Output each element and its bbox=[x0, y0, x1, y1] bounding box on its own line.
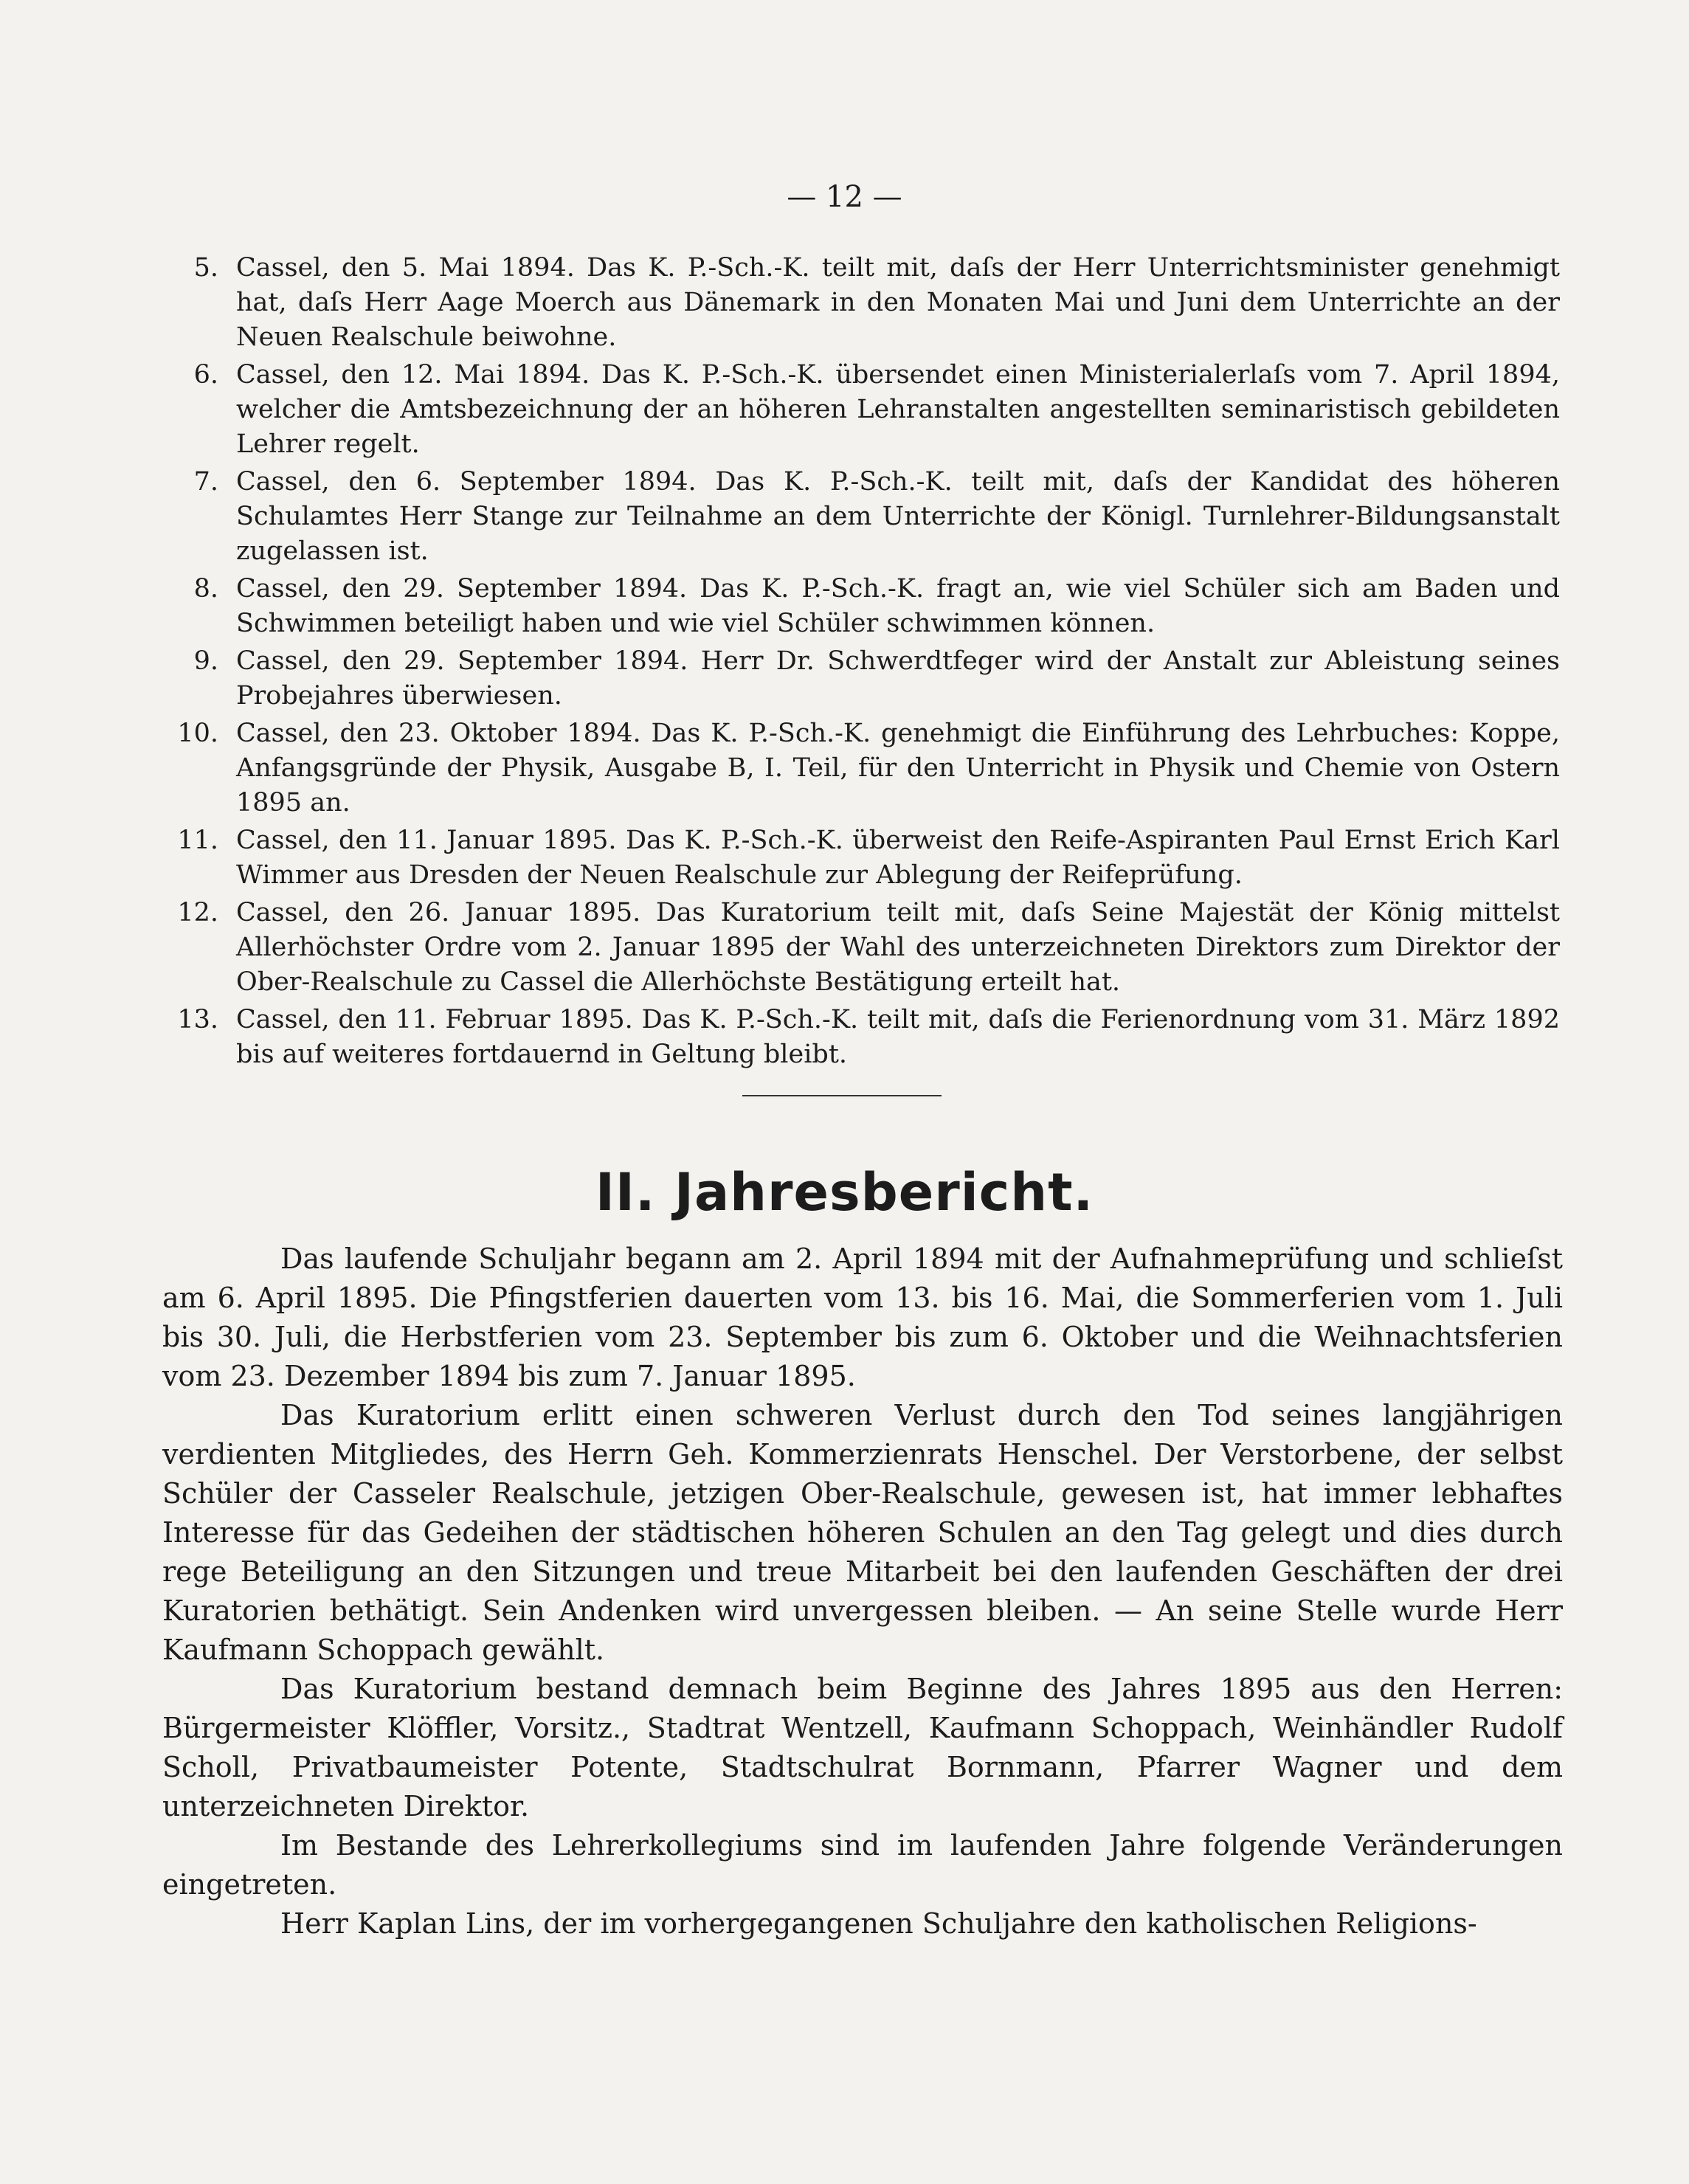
page-number: — 12 — bbox=[787, 180, 902, 214]
list-item bbox=[174, 644, 1560, 713]
item-text: Cassel, den 26. Januar 1895. Das Kuratorium teilt mit, daſs Seine Majestät der König mittelst Allerhöchster Ordre vom 2. Januar 1895 der Wahl des unterzeichneten Direktors zum Direktor der Ober-Realschule zu Cassel die Allerhöchste Bestätigung erteilt hat. bbox=[236, 898, 1560, 997]
paragraph: Im Bestande des Lehrerkollegiums sind im laufenden Jahre folgende Veränderungen eingetreten. bbox=[162, 1829, 1563, 1901]
item-number: 6. bbox=[193, 360, 218, 390]
list-item bbox=[174, 358, 1560, 462]
item-number: 9. bbox=[193, 646, 218, 676]
item-text: Cassel, den 29. September 1894. Herr Dr. Schwerdtfeger wird der Anstalt zur Ableistung seines Probejahres überwiesen. bbox=[236, 646, 1560, 711]
list-item bbox=[174, 572, 1560, 641]
paragraph: Das laufende Schuljahr begann am 2. April 1894 mit der Aufnahmeprüfung und schlieſst am 6. April 1895. Die Pfingstferien dauerten vom 13. bis 16. Mai, die Sommerferien vom 1. Juli bis 30. Juli, die Herbstferien vom 23. September bis zum 6. Oktober und die Weihnachtsferien vom 23. Dezember 1894 bis zum 7. Januar 1895. bbox=[162, 1243, 1563, 1392]
item-text: Cassel, den 6. September 1894. Das K. P.-Sch.-K. teilt mit, daſs der Kandidat des höheren Schulamtes Herr Stange zur Teilnahme an dem Unterrichte der Königl. Turnlehrer-Bildungsanstalt zugelassen ist. bbox=[236, 467, 1560, 566]
list-item bbox=[174, 716, 1560, 820]
item-text: Cassel, den 11. Januar 1895. Das K. P.-Sch.-K. überweist den Reife-Aspiranten Paul Ernst Erich Karl Wimmer aus Dresden der Neuen Realschule zur Ablegung der Reifeprüfung. bbox=[236, 826, 1560, 890]
list-item bbox=[174, 1003, 1560, 1072]
item-text: Cassel, den 11. Februar 1895. Das K. P.-Sch.-K. teilt mit, daſs die Ferienordnung vom 31. März 1892 bis auf weiteres fortdauernd in Geltung bleibt. bbox=[236, 1005, 1560, 1069]
item-number: 12. bbox=[177, 898, 218, 927]
item-text: Cassel, den 23. Oktober 1894. Das K. P.-Sch.-K. genehmigt die Einführung des Lehrbuches: Koppe, Anfangsgründe der Physik, Ausgabe B, I. Teil, für den Unterricht in Physik und Chemie von Ostern 1895 an. bbox=[236, 719, 1560, 818]
item-number: 10. bbox=[177, 719, 218, 748]
item-number: 8. bbox=[193, 574, 218, 604]
section-divider bbox=[742, 1095, 942, 1096]
list-item bbox=[174, 251, 1560, 355]
item-number: 7. bbox=[193, 467, 218, 497]
item-text: Cassel, den 29. September 1894. Das K. P.-Sch.-K. fragt an, wie viel Schüler sich am Baden und Schwimmen beteiligt haben und wie viel Schüler schwimmen können. bbox=[236, 574, 1560, 638]
list-item bbox=[174, 823, 1560, 893]
paragraph: Das Kuratorium bestand demnach beim Beginne des Jahres 1895 aus den Herren: Bürgermeister Klöffler, Vorsitz., Stadtrat Wentzell, Kaufmann Schoppach, Weinhändler Rudolf Scholl, Privatbaumeister Potente, Stadtschulrat Bornmann, Pfarrer Wagner und dem unterzeichneten Direktor. bbox=[162, 1673, 1563, 1822]
paragraph: Herr Kaplan Lins, der im vorhergegangenen Schuljahre den katholischen Religions- bbox=[280, 1907, 1477, 1940]
paragraph: Das Kuratorium erlitt einen schweren Verlust durch den Tod seines langjährigen verdienten Mitgliedes, des Herrn Geh. Kommerzienrats Henschel. Der Verstorbene, der selbst Schüler der Casseler Realschule, jetzigen Ober-Realschule, gewesen ist, hat immer lebhaftes Interesse für das Gedeihen der städtischen höheren Schulen an den Tag gelegt und dies durch rege Beteiligung an den Sitzungen und treue Mitarbeit bei den laufenden Geschäften der drei Kuratorien bethätigt. Sein Andenken wird unvergessen bleiben. — An seine Stelle wurde Herr Kaufmann Schoppach gewählt. bbox=[162, 1399, 1563, 1666]
item-number: 5. bbox=[193, 253, 218, 283]
item-text: Cassel, den 12. Mai 1894. Das K. P.-Sch.-K. übersendet einen Ministerialerlaſs vom 7. April 1894, welcher die Amtsbezeichnung der an höheren Lehranstalten angestellten seminaristisch gebildeten Lehrer regelt. bbox=[236, 360, 1560, 459]
item-number: 11. bbox=[177, 826, 218, 855]
list-item bbox=[174, 465, 1560, 569]
list-item bbox=[174, 896, 1560, 1000]
report-body bbox=[162, 1240, 1563, 1943]
official-notices-list bbox=[174, 251, 1560, 1075]
item-number: 13. bbox=[177, 1005, 218, 1034]
item-text: Cassel, den 5. Mai 1894. Das K. P.-Sch.-K. teilt mit, daſs der Herr Unterrichtsminister genehmigt hat, daſs Herr Aage Moerch aus Dänemark in den Monaten Mai und Juni dem Unterrichte an der Neuen Realschule beiwohne. bbox=[236, 253, 1560, 352]
section-title: II. Jahresbericht. bbox=[595, 1162, 1094, 1223]
